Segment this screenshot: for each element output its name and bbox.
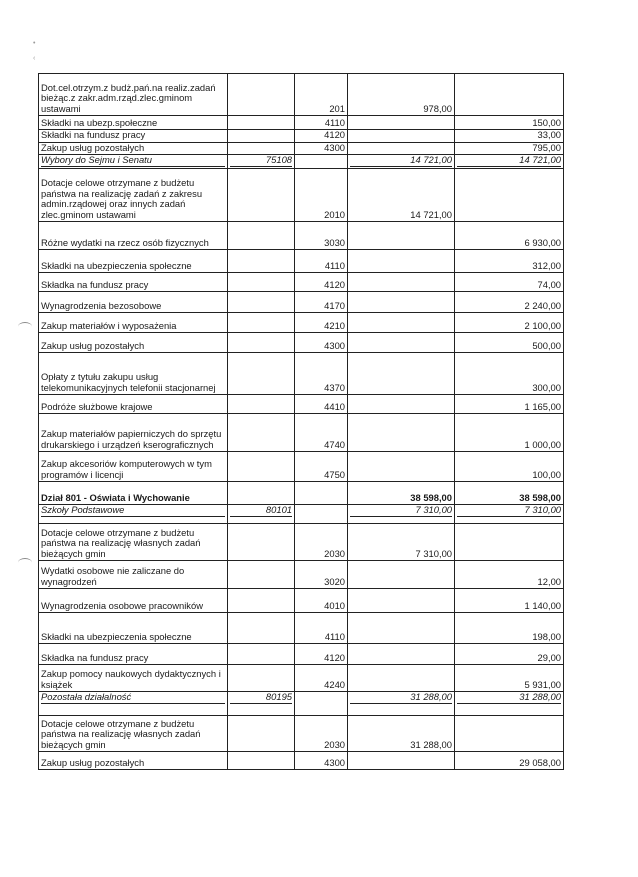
item-name: Opłaty z tytułu zakupu usług telekomunikacyjnych telefonii stacjonarnej xyxy=(39,353,228,395)
item-name: Składka na fundusz pracy xyxy=(39,644,228,665)
chapter-cell xyxy=(228,395,295,414)
paragraph-code: 4300 xyxy=(295,333,348,353)
plan-value xyxy=(348,130,455,143)
budget-table xyxy=(38,73,564,770)
chapter-cell xyxy=(228,644,295,665)
punch-hole-mark xyxy=(18,558,32,567)
table-row xyxy=(39,752,564,770)
paragraph-code: 4300 xyxy=(295,142,348,155)
chapter-cell xyxy=(228,613,295,644)
table-row xyxy=(39,613,564,644)
plan-value xyxy=(348,644,455,665)
item-name: Wynagrodzenia osobowe pracowników xyxy=(39,589,228,613)
amount-value: 12,00 xyxy=(455,561,564,589)
paragraph-code: 4240 xyxy=(295,665,348,692)
paragraph-code: 4300 xyxy=(295,752,348,770)
table-row xyxy=(39,292,564,313)
amount-value xyxy=(455,524,564,561)
chapter-cell xyxy=(228,752,295,770)
item-name: Różne wydatki na rzecz osób fizycznych xyxy=(39,222,228,250)
paragraph-code: 4120 xyxy=(295,273,348,292)
paragraph-code: 4410 xyxy=(295,395,348,414)
paragraph-code: 4010 xyxy=(295,589,348,613)
paragraph-code xyxy=(295,155,348,169)
amount-value: 1 165,00 xyxy=(455,395,564,414)
plan-value xyxy=(348,142,455,155)
chapter-code-text: 80101 xyxy=(230,505,292,517)
chapter-code-text: 75108 xyxy=(230,155,292,167)
chapter-code xyxy=(228,505,295,524)
table-row xyxy=(39,561,564,589)
item-name: Zakup pomocy naukowych dydaktycznych i książek xyxy=(39,665,228,692)
item-name: Składki na fundusz pracy xyxy=(39,130,228,143)
section-name-text: Wybory do Sejmu i Senatu xyxy=(41,155,225,167)
punch-hole-mark xyxy=(18,322,32,331)
plan-value xyxy=(348,273,455,292)
item-name: Podróże służbowe krajowe xyxy=(39,395,228,414)
table-row xyxy=(39,665,564,692)
amount-value: 1 000,00 xyxy=(455,414,564,452)
plan-value xyxy=(348,250,455,273)
amount-value: 795,00 xyxy=(455,142,564,155)
amount-value: 150,00 xyxy=(455,116,564,130)
amount-value: 100,00 xyxy=(455,452,564,482)
amount-value: 500,00 xyxy=(455,333,564,353)
plan-value: 31 288,00 xyxy=(348,716,455,752)
amount-value: 312,00 xyxy=(455,250,564,273)
chapter-code xyxy=(228,692,295,716)
paragraph-code: 3030 xyxy=(295,222,348,250)
chapter-cell xyxy=(228,524,295,561)
paragraph-code: 4210 xyxy=(295,313,348,333)
table-row xyxy=(39,333,564,353)
amount-value: 6 930,00 xyxy=(455,222,564,250)
chapter-cell xyxy=(228,665,295,692)
chapter-cell xyxy=(228,250,295,273)
table-row xyxy=(39,273,564,292)
plan-value xyxy=(348,752,455,770)
amount-value: 198,00 xyxy=(455,613,564,644)
chapter-cell xyxy=(228,222,295,250)
paragraph-code: 3020 xyxy=(295,561,348,589)
paragraph-code: 4740 xyxy=(295,414,348,452)
plan-value xyxy=(348,665,455,692)
paragraph-code: 4120 xyxy=(295,644,348,665)
paragraph-code: 4110 xyxy=(295,613,348,644)
item-name: Zakup materiałów i wyposażenia xyxy=(39,313,228,333)
paragraph-code: 4370 xyxy=(295,353,348,395)
amount-value: 300,00 xyxy=(455,353,564,395)
section-name xyxy=(39,692,228,716)
table-row xyxy=(39,716,564,752)
amount-value: 29 058,00 xyxy=(455,752,564,770)
amount-value xyxy=(455,692,564,716)
scan-mark: • xyxy=(33,40,36,47)
plan-value-text: 31 288,00 xyxy=(350,692,452,704)
amount-value: 1 140,00 xyxy=(455,589,564,613)
section-row xyxy=(39,155,564,169)
plan-value xyxy=(348,505,455,524)
paragraph-code: 2010 xyxy=(295,169,348,222)
chapter-cell xyxy=(228,313,295,333)
item-name: Składki na ubezpieczenia społeczne xyxy=(39,250,228,273)
item-name: Zakup materiałów papierniczych do sprzętu drukarskiego i urządzeń kserograficznych xyxy=(39,414,228,452)
table-row xyxy=(39,222,564,250)
table-row xyxy=(39,313,564,333)
table-row xyxy=(39,74,564,116)
plan-value xyxy=(348,414,455,452)
chapter-cell xyxy=(228,452,295,482)
chapter-cell xyxy=(228,142,295,155)
plan-value xyxy=(348,116,455,130)
paragraph-code: 4170 xyxy=(295,292,348,313)
paragraph-code xyxy=(295,482,348,505)
chapter-cell xyxy=(228,414,295,452)
table-row xyxy=(39,353,564,395)
table-row xyxy=(39,414,564,452)
amount-value-text: 14 721,00 xyxy=(457,155,561,167)
item-name: Wydatki osobowe nie zaliczane do wynagrodzeń xyxy=(39,561,228,589)
amount-value: 2 240,00 xyxy=(455,292,564,313)
table-row xyxy=(39,524,564,561)
plan-value xyxy=(348,613,455,644)
plan-value: 978,00 xyxy=(348,74,455,116)
plan-value-text: 7 310,00 xyxy=(350,505,452,517)
plan-value xyxy=(348,692,455,716)
table-row xyxy=(39,116,564,130)
chapter-cell xyxy=(228,353,295,395)
item-name: Zakup usług pozostałych xyxy=(39,752,228,770)
chapter-cell xyxy=(228,116,295,130)
table-row xyxy=(39,169,564,222)
chapter-cell xyxy=(228,716,295,752)
amount-value: 5 931,00 xyxy=(455,665,564,692)
chapter-cell xyxy=(228,74,295,116)
plan-value: 14 721,00 xyxy=(348,169,455,222)
plan-value xyxy=(348,452,455,482)
paragraph-code: 4110 xyxy=(295,116,348,130)
plan-value xyxy=(348,333,455,353)
plan-value xyxy=(348,561,455,589)
plan-value xyxy=(348,353,455,395)
paragraph-code xyxy=(295,505,348,524)
chapter-cell xyxy=(228,482,295,505)
plan-value xyxy=(348,589,455,613)
paragraph-code: 2030 xyxy=(295,524,348,561)
table-row xyxy=(39,395,564,414)
table-row xyxy=(39,644,564,665)
item-name: Dot.cel.otrzym.z budż.pań.na realiz.zadań bieżąc.z zakr.adm.rząd.zlec.gminom ustawami xyxy=(39,74,228,116)
section-name xyxy=(39,155,228,169)
scan-mark: ‹ xyxy=(33,55,36,62)
item-name: Wynagrodzenia bezosobowe xyxy=(39,292,228,313)
dzial-name: Dział 801 - Oświata i Wychowanie xyxy=(39,482,228,505)
plan-value: 38 598,00 xyxy=(348,482,455,505)
amount-value: 38 598,00 xyxy=(455,482,564,505)
item-name: Składka na fundusz pracy xyxy=(39,273,228,292)
chapter-cell xyxy=(228,589,295,613)
table-row xyxy=(39,130,564,143)
amount-value xyxy=(455,169,564,222)
item-name: Zakup usług pozostałych xyxy=(39,333,228,353)
amount-value xyxy=(455,74,564,116)
chapter-cell xyxy=(228,561,295,589)
amount-value: 2 100,00 xyxy=(455,313,564,333)
section-row xyxy=(39,505,564,524)
amount-value xyxy=(455,155,564,169)
budget-table-body xyxy=(39,74,564,770)
paragraph-code: 4120 xyxy=(295,130,348,143)
item-name: Składki na ubezp.społeczne xyxy=(39,116,228,130)
plan-value xyxy=(348,155,455,169)
item-name: Zakup akcesoriów komputerowych w tym programów i licencji xyxy=(39,452,228,482)
plan-value xyxy=(348,222,455,250)
paragraph-code xyxy=(295,692,348,716)
section-name xyxy=(39,505,228,524)
item-name: Zakup usług pozostałych xyxy=(39,142,228,155)
section-name-text: Szkoły Podstawowe xyxy=(41,505,225,517)
paragraph-code: 2030 xyxy=(295,716,348,752)
chapter-cell xyxy=(228,292,295,313)
chapter-cell xyxy=(228,169,295,222)
plan-value: 7 310,00 xyxy=(348,524,455,561)
chapter-code-text: 80195 xyxy=(230,692,292,704)
plan-value xyxy=(348,395,455,414)
table-row xyxy=(39,142,564,155)
amount-value-text: 7 310,00 xyxy=(457,505,561,517)
chapter-cell xyxy=(228,273,295,292)
amount-value xyxy=(455,505,564,524)
item-name: Dotacje celowe otrzymane z budżetu państwa na realizację własnych zadań bieżących gmin xyxy=(39,524,228,561)
chapter-cell xyxy=(228,130,295,143)
section-name-text: Pozostała działalność xyxy=(41,692,225,704)
item-name: Składki na ubezpieczenia społeczne xyxy=(39,613,228,644)
paragraph-code: 4750 xyxy=(295,452,348,482)
plan-value xyxy=(348,292,455,313)
plan-value xyxy=(348,313,455,333)
item-name: Dotacje celowe otrzymane z budżetu państwa na realizację własnych zadań bieżących gmin xyxy=(39,716,228,752)
table-row xyxy=(39,250,564,273)
paragraph-code: 201 xyxy=(295,74,348,116)
amount-value: 33,00 xyxy=(455,130,564,143)
amount-value: 29,00 xyxy=(455,644,564,665)
table-row xyxy=(39,589,564,613)
item-name: Dotacje celowe otrzymane z budżetu państwa na realizację zadań z zakresu admin.rządowej oraz innych zadań zlec.gminom ustawami xyxy=(39,169,228,222)
chapter-code xyxy=(228,155,295,169)
amount-value-text: 31 288,00 xyxy=(457,692,561,704)
table-row xyxy=(39,452,564,482)
section-row xyxy=(39,692,564,716)
plan-value-text: 14 721,00 xyxy=(350,155,452,167)
chapter-cell xyxy=(228,333,295,353)
amount-value xyxy=(455,716,564,752)
amount-value: 74,00 xyxy=(455,273,564,292)
dzial-row xyxy=(39,482,564,505)
paragraph-code: 4110 xyxy=(295,250,348,273)
